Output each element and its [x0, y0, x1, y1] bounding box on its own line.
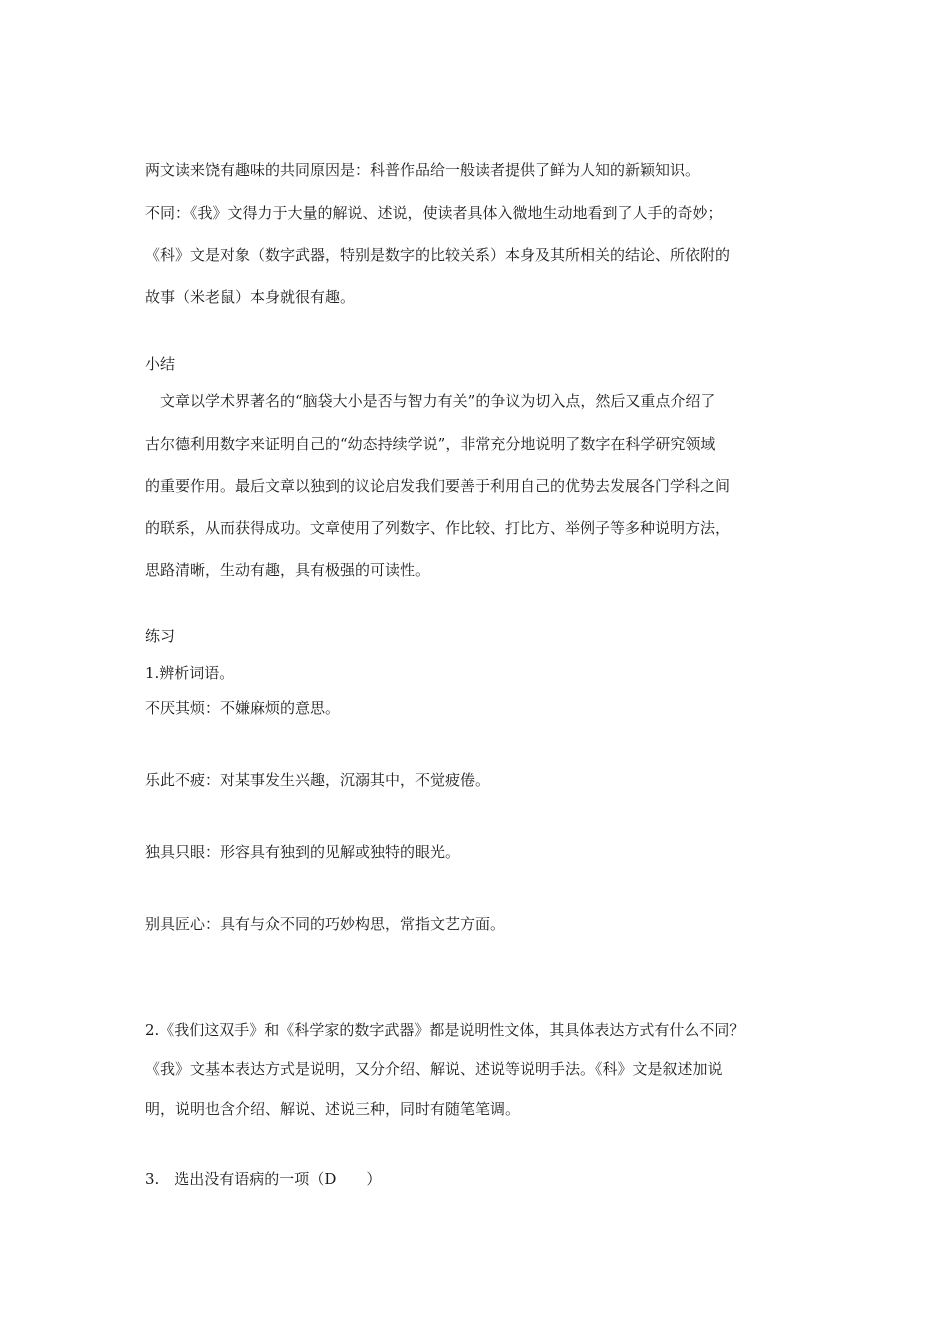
q2-line-2: 《我》文基本表达方式是说明，又分介绍、解说、述说等说明手法。《科》文是叙述加说	[145, 1060, 723, 1078]
summary-heading: 小结	[145, 355, 176, 373]
summary-line-4: 的联系，从而获得成功。文章使用了列数字、作比较、打比方、举例子等多种说明方法，	[145, 519, 731, 537]
intro-difference-line-3: 故事（米老鼠）本身就很有趣。	[145, 288, 356, 306]
q1-item-2: 乐此不疲：对某事发生兴趣，沉溺其中，不觉疲倦。	[145, 771, 491, 789]
summary-line-2: 古尔德利用数字来证明自己的“幼态持续学说”，非常充分地说明了数字在科学研究领域	[145, 435, 716, 453]
exercises-heading: 练习	[145, 627, 176, 645]
q1-item-1: 不厌其烦：不嫌麻烦的意思。	[145, 699, 341, 717]
q1-item-3: 独具只眼：形容具有独到的见解或独特的眼光。	[145, 843, 461, 861]
q2-line-1: 2.《我们这双手》和《科学家的数字武器》都是说明性文体，其具体表达方式有什么不同？	[145, 1021, 745, 1039]
summary-line-1: 文章以学术界著名的“脑袋大小是否与智力有关”的争议为切入点，然后又重点介绍了	[145, 392, 716, 410]
intro-reason: 两文读来饶有趣味的共同原因是：科普作品给一般读者提供了鲜为人知的新颖知识。	[145, 161, 701, 179]
q3-text: 3. 选出没有语病的一项（D ）	[145, 1170, 382, 1188]
q1-item-4: 别具匠心：具有与众不同的巧妙构思，常指文艺方面。	[145, 915, 506, 933]
q1-title: 1.辨析词语。	[145, 664, 235, 682]
intro-difference-line-2: 《科》文是对象（数字武器，特别是数字的比较关系）本身及其所相关的结论、所依附的	[145, 246, 731, 264]
summary-line-3: 的重要作用。最后文章以独到的议论启发我们要善于利用自己的优势去发展各门学科之间	[145, 477, 731, 495]
q2-line-3: 明，说明也含介绍、解说、述说三种，同时有随笔笔调。	[145, 1100, 521, 1118]
intro-difference-line-1: 不同：《我》文得力于大量的解说、述说，使读者具体入微地生动地看到了人手的奇妙；	[145, 204, 723, 222]
summary-line-5: 思路清晰，生动有趣，具有极强的可读性。	[145, 561, 431, 579]
